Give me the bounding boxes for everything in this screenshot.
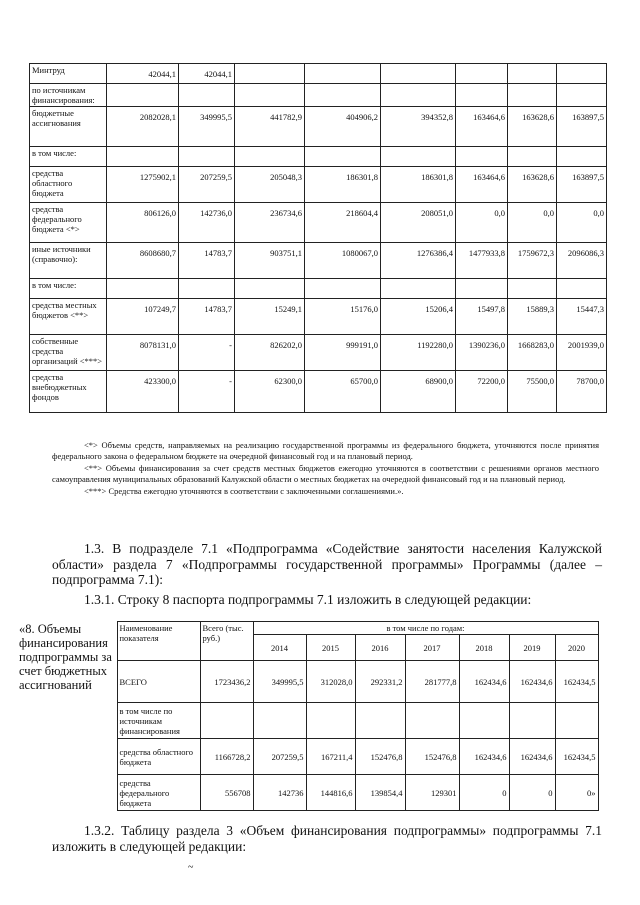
table1-row — [30, 279, 607, 299]
table1-row — [30, 84, 607, 107]
table1-cell: 72200,0 — [456, 371, 508, 413]
table1-cell — [456, 279, 508, 299]
table2-cell: 144816,6 — [306, 775, 355, 811]
table1-cell: 1759672,3 — [508, 243, 557, 279]
table1-row-label: иные источники (справочно): — [30, 243, 107, 279]
table1-cell: 142736,0 — [179, 203, 235, 243]
table1-cell: 15447,3 — [557, 299, 607, 335]
table1-cell: 163897,5 — [557, 167, 607, 203]
table2-cell: 162434,6 — [509, 739, 555, 775]
table1-cell: - — [179, 335, 235, 371]
table1-row — [30, 243, 607, 279]
table1-cell — [235, 64, 305, 84]
col-header-total: Всего (тыс. руб.) — [200, 622, 253, 661]
table1-cell — [557, 64, 607, 84]
table2-cell: 312028,0 — [306, 661, 355, 703]
subprogram-passport-row-8 — [19, 621, 599, 811]
footnote-organizations: <***> Средства ежегодно уточняются в соответствии с заключенными соглашениями.». — [84, 486, 404, 496]
table2-row-label: средства федерального бюджета — [117, 775, 200, 811]
table1-cell: 423300,0 — [107, 371, 179, 413]
table1-row — [30, 371, 607, 413]
table2-total — [200, 703, 253, 739]
table1-cell: 1080067,0 — [305, 243, 381, 279]
table1-cell: 8608680,7 — [107, 243, 179, 279]
table1-cell — [107, 84, 179, 107]
table2-cell — [355, 703, 405, 739]
table2-cell: 0 — [509, 775, 555, 811]
table2-cell: 162434,5 — [555, 739, 598, 775]
table1-cell — [305, 147, 381, 167]
footnote-local: <**> Объемы финансирования за счет средств местных бюджетов ежегодно уточняются в соответствии с решениями органов местного самоуправления муниципальных образований Калужской области о местных бюджетах на очередной финансовый год и на плановый период. — [52, 463, 599, 484]
table1-cell: 207259,5 — [179, 167, 235, 203]
table2-cell: 129301 — [405, 775, 459, 811]
table1-cell — [557, 84, 607, 107]
table1-cell: 78700,0 — [557, 371, 607, 413]
table1-cell — [305, 84, 381, 107]
table1-cell: 806126,0 — [107, 203, 179, 243]
table1-cell — [508, 64, 557, 84]
table1-cell: 42044,1 — [107, 64, 179, 84]
table1-cell — [381, 64, 456, 84]
table2-cell: 162434,6 — [459, 661, 509, 703]
table1-row-label: бюджетные ассигнования — [30, 107, 107, 147]
table1-cell: 8078131,0 — [107, 335, 179, 371]
table2-cell: 349995,5 — [253, 661, 306, 703]
table1-cell: 1276386,4 — [381, 243, 456, 279]
year-header: 2016 — [355, 635, 405, 661]
table2-cell: 162434,6 — [509, 661, 555, 703]
table2-cell: 281777,8 — [405, 661, 459, 703]
table1-cell — [557, 147, 607, 167]
table1-cell: 208051,0 — [381, 203, 456, 243]
table1-cell: 15206,4 — [381, 299, 456, 335]
table1-cell: 163464,6 — [456, 107, 508, 147]
table2-total: 556708 — [200, 775, 253, 811]
table1-cell: 14783,7 — [179, 243, 235, 279]
table1-cell: 15176,0 — [305, 299, 381, 335]
table1-row-label: средства местных бюджетов <**> — [30, 299, 107, 335]
table2-cell: 207259,5 — [253, 739, 306, 775]
table1-cell: 163628,6 — [508, 107, 557, 147]
table2-total: 1166728,2 — [200, 739, 253, 775]
table1-cell: 903751,1 — [235, 243, 305, 279]
table2-cell — [306, 703, 355, 739]
table1-cell — [381, 147, 456, 167]
table1-cell — [508, 84, 557, 107]
table1-cell: 15249,1 — [235, 299, 305, 335]
table1-row — [30, 299, 607, 335]
table1-cell: 826202,0 — [235, 335, 305, 371]
table1-cell — [235, 147, 305, 167]
table1-cell: 0,0 — [508, 203, 557, 243]
table2-cell: 142736 — [253, 775, 306, 811]
col-header-years: в том числе по годам: — [253, 622, 598, 635]
table2-cell — [405, 703, 459, 739]
table1-cell — [235, 279, 305, 299]
table1-cell: 14783,7 — [179, 299, 235, 335]
table1-cell: 404906,2 — [305, 107, 381, 147]
table1-cell — [179, 147, 235, 167]
col-header-name: Наименование показателя — [117, 622, 200, 661]
table1-cell: 218604,4 — [305, 203, 381, 243]
paragraph-1-3-2: 1.3.2. Таблицу раздела 3 «Объем финансирования подпрограммы» подпрограммы 7.1 изложить в следующей редакции: — [52, 823, 602, 854]
year-header: 2018 — [459, 635, 509, 661]
footnotes — [52, 440, 599, 498]
table1-cell: 15497,8 — [456, 299, 508, 335]
table1-cell — [179, 279, 235, 299]
table1-cell: 1192280,0 — [381, 335, 456, 371]
table1-cell: 2001939,0 — [557, 335, 607, 371]
footnote-federal: <*> Объемы средств, направляемых на реализацию государственной программы из федерального бюджета, уточняются после принятия федерального закона о федеральном бюджете на очередной финансовый год и на плановый период. — [52, 440, 599, 461]
table1-cell: 1275902,1 — [107, 167, 179, 203]
table1-cell — [381, 279, 456, 299]
table1-cell — [107, 147, 179, 167]
table1-cell: 236734,6 — [235, 203, 305, 243]
table2-cell — [555, 703, 598, 739]
paragraph-1-3: 1.3. В подразделе 7.1 «Подпрограмма «Содействие занятости населения Калужской области» раздела 7 «Подпрограммы государственной программы» Программы (далее – подпрограмма 7.1): — [52, 541, 602, 587]
year-header: 2014 — [253, 635, 306, 661]
table2-row-label: в том числе по источникам финансирования — [117, 703, 200, 739]
table1-row — [30, 167, 607, 203]
year-header: 2015 — [306, 635, 355, 661]
table2-cell: 162434,6 — [459, 739, 509, 775]
table1-cell — [508, 279, 557, 299]
table1-cell: 163464,6 — [456, 167, 508, 203]
table1-cell: 163897,5 — [557, 107, 607, 147]
table1-cell: 1477933,8 — [456, 243, 508, 279]
table1-cell — [456, 84, 508, 107]
table1-cell — [107, 279, 179, 299]
table2-cell: 0» — [555, 775, 598, 811]
table2-cell: 0 — [459, 775, 509, 811]
row-8-label: «8. Объемы финансирования подпрограммы за счет бюджетных ассигнований — [19, 621, 112, 692]
table1-row-label: по источникам финансирования: — [30, 84, 107, 107]
table1-row-label: средства внебюджетных фондов — [30, 371, 107, 413]
table1-cell: 186301,8 — [381, 167, 456, 203]
table2-row-label: средства областного бюджета — [117, 739, 200, 775]
table1-cell — [557, 279, 607, 299]
table1-cell: 186301,8 — [305, 167, 381, 203]
table1-row-label: собственные средства организаций <***> — [30, 335, 107, 371]
table1-row — [30, 64, 607, 84]
table1-cell: 75500,0 — [508, 371, 557, 413]
table1-cell: 0,0 — [456, 203, 508, 243]
table1-row-label: в том числе: — [30, 147, 107, 167]
table1-cell: 0,0 — [557, 203, 607, 243]
table1-row-label: в том числе: — [30, 279, 107, 299]
table1-row — [30, 107, 607, 147]
paragraph-1-3-1: 1.3.1. Строку 8 паспорта подпрограммы 7.1 изложить в следующей редакции: — [84, 592, 532, 607]
table1-cell: 62300,0 — [235, 371, 305, 413]
table1-cell: 107249,7 — [107, 299, 179, 335]
table1-cell: 394352,8 — [381, 107, 456, 147]
table2-cell: 167211,4 — [306, 739, 355, 775]
table1-cell: 441782,9 — [235, 107, 305, 147]
table1-cell — [305, 279, 381, 299]
table2-cell — [509, 703, 555, 739]
table1-cell — [305, 64, 381, 84]
year-header: 2017 — [405, 635, 459, 661]
table2-row-label: ВСЕГО — [117, 661, 200, 703]
table2-cell — [459, 703, 509, 739]
table1-cell: - — [179, 371, 235, 413]
table1-cell: 1390236,0 — [456, 335, 508, 371]
table1-cell: 42044,1 — [179, 64, 235, 84]
table1-cell: 2096086,3 — [557, 243, 607, 279]
table1-row-label: Минтруд — [30, 64, 107, 84]
table2-cell: 292331,2 — [355, 661, 405, 703]
table1-row — [30, 203, 607, 243]
table1-cell: 65700,0 — [305, 371, 381, 413]
table2-cell: 152476,8 — [355, 739, 405, 775]
table1-cell — [508, 147, 557, 167]
table2-cell: 152476,8 — [405, 739, 459, 775]
table2-cell: 162434,5 — [555, 661, 598, 703]
table1-cell: 2082028,1 — [107, 107, 179, 147]
table1-cell — [179, 84, 235, 107]
table1-cell — [456, 147, 508, 167]
table1-row — [30, 147, 607, 167]
table1-cell: 15889,3 — [508, 299, 557, 335]
table1-cell: 1668283,0 — [508, 335, 557, 371]
table1-cell: 68900,0 — [381, 371, 456, 413]
table1-row-label: средства областного бюджета — [30, 167, 107, 203]
table1-cell — [456, 64, 508, 84]
table1-cell — [381, 84, 456, 107]
table1-cell: 999191,0 — [305, 335, 381, 371]
table1-cell: 349995,5 — [179, 107, 235, 147]
year-header: 2020 — [555, 635, 598, 661]
table2-cell: 139854,4 — [355, 775, 405, 811]
table2-total: 1723436,2 — [200, 661, 253, 703]
table1-cell — [235, 84, 305, 107]
table1-cell: 163628,6 — [508, 167, 557, 203]
table2-cell — [253, 703, 306, 739]
table1-row — [30, 335, 607, 371]
year-header: 2019 — [509, 635, 555, 661]
scan-mark: ~ — [188, 862, 194, 873]
table1-row-label: средства федерального бюджета <*> — [30, 203, 107, 243]
table1-cell: 205048,3 — [235, 167, 305, 203]
financing-table-continued — [29, 63, 607, 413]
